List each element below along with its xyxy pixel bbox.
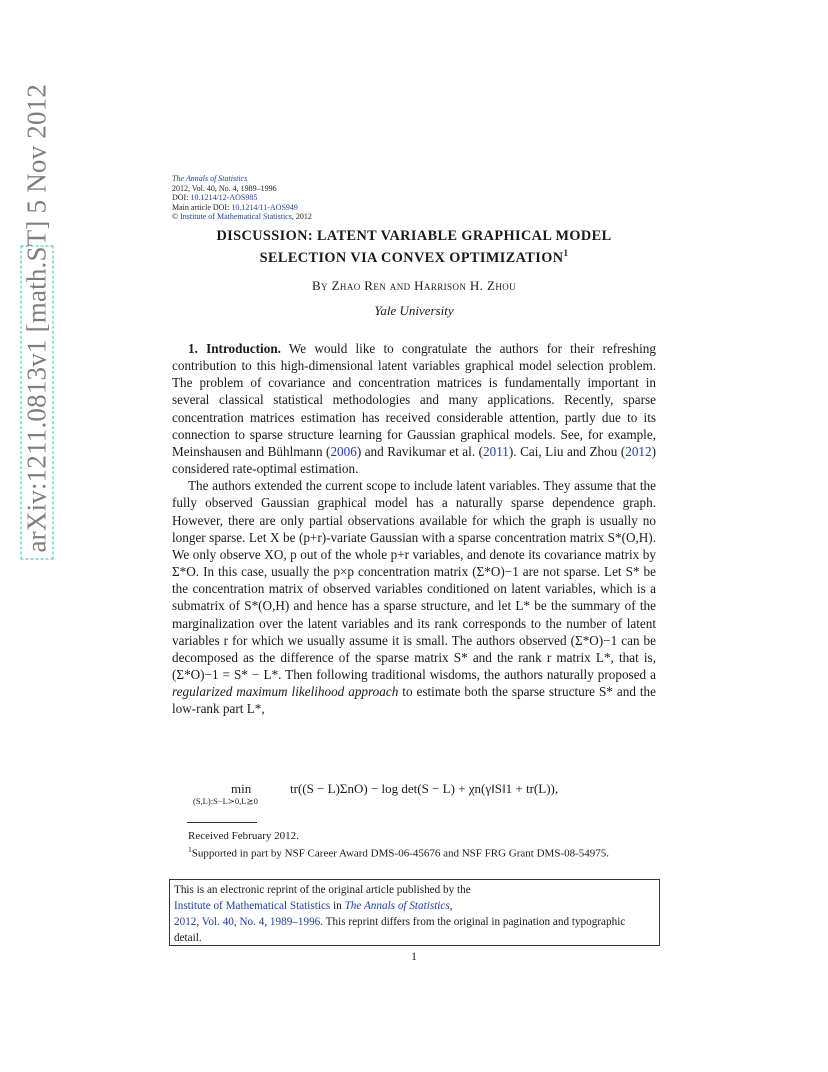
citation-link[interactable]: 2006 [330,443,357,459]
title-line-2-text: SELECTION VIA CONVEX OPTIMIZATION [259,249,564,266]
funding-footnote [172,843,656,861]
received-date: Received February 2012. [188,830,299,842]
equation-subscript: (S,L):S−L≻0,L⪰0 [193,796,258,806]
doi-line [172,193,312,203]
arxiv-stamp: arXiv:1211.0813v1 [math.ST] 5 Nov 2012 [21,246,54,560]
main-doi-label: Main article DOI: [172,202,232,212]
journal-link[interactable]: The Annals of Statistics [344,900,450,912]
page-number: 1 [411,951,417,963]
intro-paragraph-1 [172,340,656,477]
citation-link[interactable]: 2011 [483,443,509,459]
authors: By Zhao Ren and Harrison H. Zhou [311,278,517,293]
journal-header [172,174,312,222]
citation-link[interactable]: 2012 [625,443,652,459]
doi-label: DOI: [172,193,191,203]
copyright-year: , 2012 [291,212,312,222]
body-text: The authors extended the current scope to include latent variables. They assume that the fully observed Gaussian graphical model has a naturally sparse dependence graph. However, there are only partial observations available for which the graph is usually no longer sparse. Let X be (p+r)-variate Gaussian with a sparse concentration matrix S*(O,H). We only observe XO, p out of the whole p+r variables, and denote its covariance matrix by Σ*O. In this case, usually the p×p concentration matrix (Σ*O)−1 are not sparse. Let S* be the concentration matrix of observed variables conditioned on latent variables, which is a submatrix of S*(O,H) and hence has a sparse structure, and let L* be the summary of the marginalization over the latent variables and its rank corresponds to the number of latent variables r for which we usually assume it is small. The authors observed (Σ*O)−1 can be decomposed as the difference of the sparse matrix S* and the rank r matrix L*, that is, (Σ*O)−1 = S* − L*. Then following traditional wisdoms, the authors naturally proposed a [172,478,656,682]
emphasized-phrase: regularized maximum likelihood approach [172,684,399,700]
main-doi-link[interactable]: 10.1214/11-AOS949 [231,202,298,212]
reprint-text: , [449,900,453,912]
reprint-text: This is an electronic reprint of the original article published by the [174,884,471,896]
title-footnote-mark[interactable]: 1 [563,248,569,258]
reprint-text: . This reprint differs from the original in pagination and typographic detail. [174,916,626,944]
intro-text: We would like to congratulate the authors for their refreshing contribution to this high-dimensional latent variables graphical model selection problem. The problem of covariance and concentration matrices is fundamentally important in several classical statistical methodologies and many applications. Recently, sparse concentration matrices estimation has received considerable attention, partly due to its connection to sparse structure learning for Gaussian graphical models. See, for example, Meinshausen and Bühlmann ( [172,341,656,459]
journal-name[interactable]: The Annals of Statistics [172,174,248,183]
intro-text: ) considered rate-optimal estimation. [172,443,656,477]
doi-link[interactable]: 10.1214/12-AOS985 [190,193,258,203]
intro-paragraph-2 [172,477,656,717]
title-line-2 [172,245,656,267]
equation-expression: tr((S − L)ΣnO) − log det(S − L) + χn(γ‖S‖1 + tr(L)), [290,781,559,796]
copyright-line [172,212,312,222]
journal-issue: 2012, Vol. 40, No. 4, 1989–1996 [172,183,277,193]
section-heading: 1. Introduction. [188,341,281,356]
main-doi-line [172,203,312,213]
footnote-mark: 1 [188,845,192,854]
paper-body [172,340,656,717]
copyright-icon: © [172,212,179,222]
footnote-text: Supported in part by NSF Career Award DMS-06-45676 and NSF FRG Grant DMS-08-54975. [191,847,610,860]
footnotes [172,829,656,861]
reprint-notice [169,879,660,946]
intro-text: ). Cai, Liu and Zhou ( [508,443,626,459]
paper-title [172,228,656,267]
title-line-1: DISCUSSION: LATENT VARIABLE GRAPHICAL MODEL [216,228,612,244]
publisher-link[interactable]: Institute of Mathematical Statistics [180,212,292,222]
reprint-text: in [330,900,345,912]
body-text: to estimate both the sparse structure S* and the low-rank part L*, [172,684,656,717]
volume-link[interactable]: 2012, Vol. 40, No. 4, 1989–1996 [174,916,321,928]
publisher-link[interactable]: Institute of Mathematical Statistics [174,900,331,912]
intro-text: ) and Ravikumar et al. ( [356,443,483,459]
footnote-rule [187,822,257,823]
affiliation: Yale University [374,303,454,318]
equation-min: min [231,781,252,796]
